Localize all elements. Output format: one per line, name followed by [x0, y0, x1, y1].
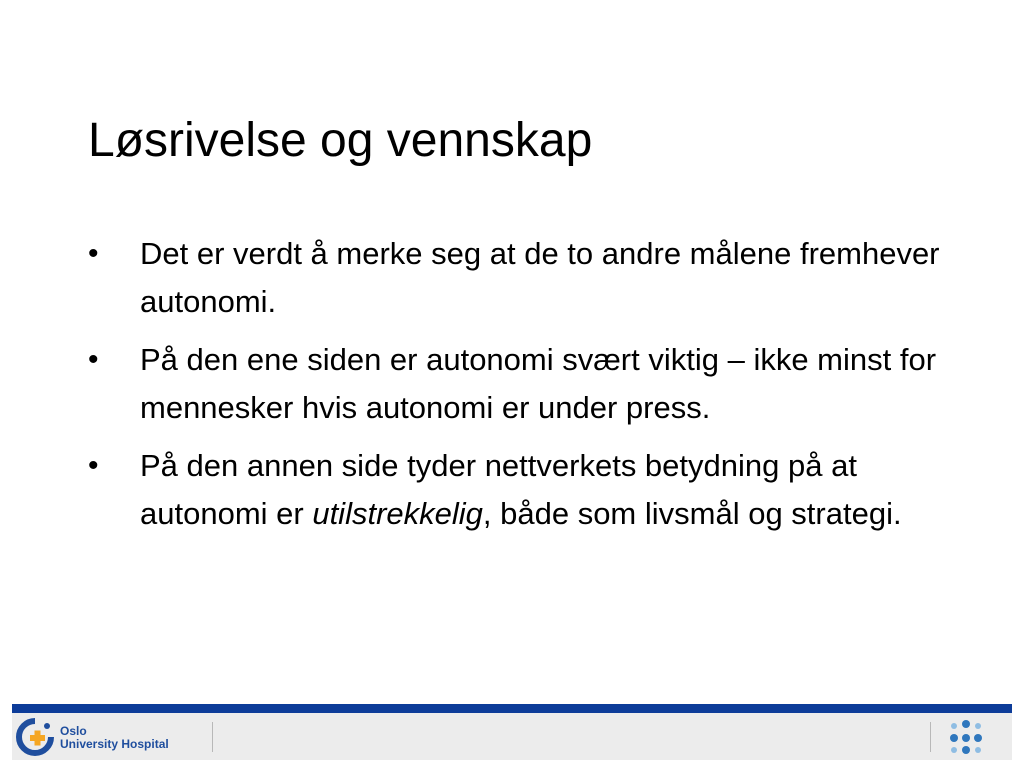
bullet-marker: • — [88, 237, 99, 270]
bullet-emphasis: utilstrekkelig — [312, 496, 483, 531]
hospital-name — [60, 725, 169, 751]
bullet-marker: • — [88, 343, 99, 376]
oslo-university-hospital-logo-icon — [16, 718, 54, 756]
slide-title: Løsrivelse og vennskap — [88, 114, 593, 167]
bullet-item — [88, 230, 948, 326]
footer-divider — [212, 722, 213, 752]
footer-accent-bar — [12, 704, 1012, 713]
hospital-name-line2: University Hospital — [60, 737, 169, 751]
bullet-text: På den ene siden er autonomi svært viktig – ikke minst for mennesker hvis autonomi er under press. — [140, 342, 937, 425]
bullet-text: Det er verdt å merke seg at de to andre målene fremhever autonomi. — [140, 236, 940, 319]
bullet-text — [140, 448, 902, 531]
bullet-text-part: På den annen side tyder nettverkets betydning på at autonomi er — [140, 448, 857, 531]
hospital-name-line1: Oslo — [60, 724, 87, 738]
bullet-item — [88, 336, 948, 432]
bullet-list — [88, 230, 948, 548]
blue-dot-pattern-icon — [946, 718, 986, 758]
bullet-item — [88, 442, 948, 538]
footer-divider — [930, 722, 931, 752]
bullet-marker: • — [88, 449, 99, 482]
bullet-text-part: , både som livsmål og strategi. — [482, 496, 902, 531]
